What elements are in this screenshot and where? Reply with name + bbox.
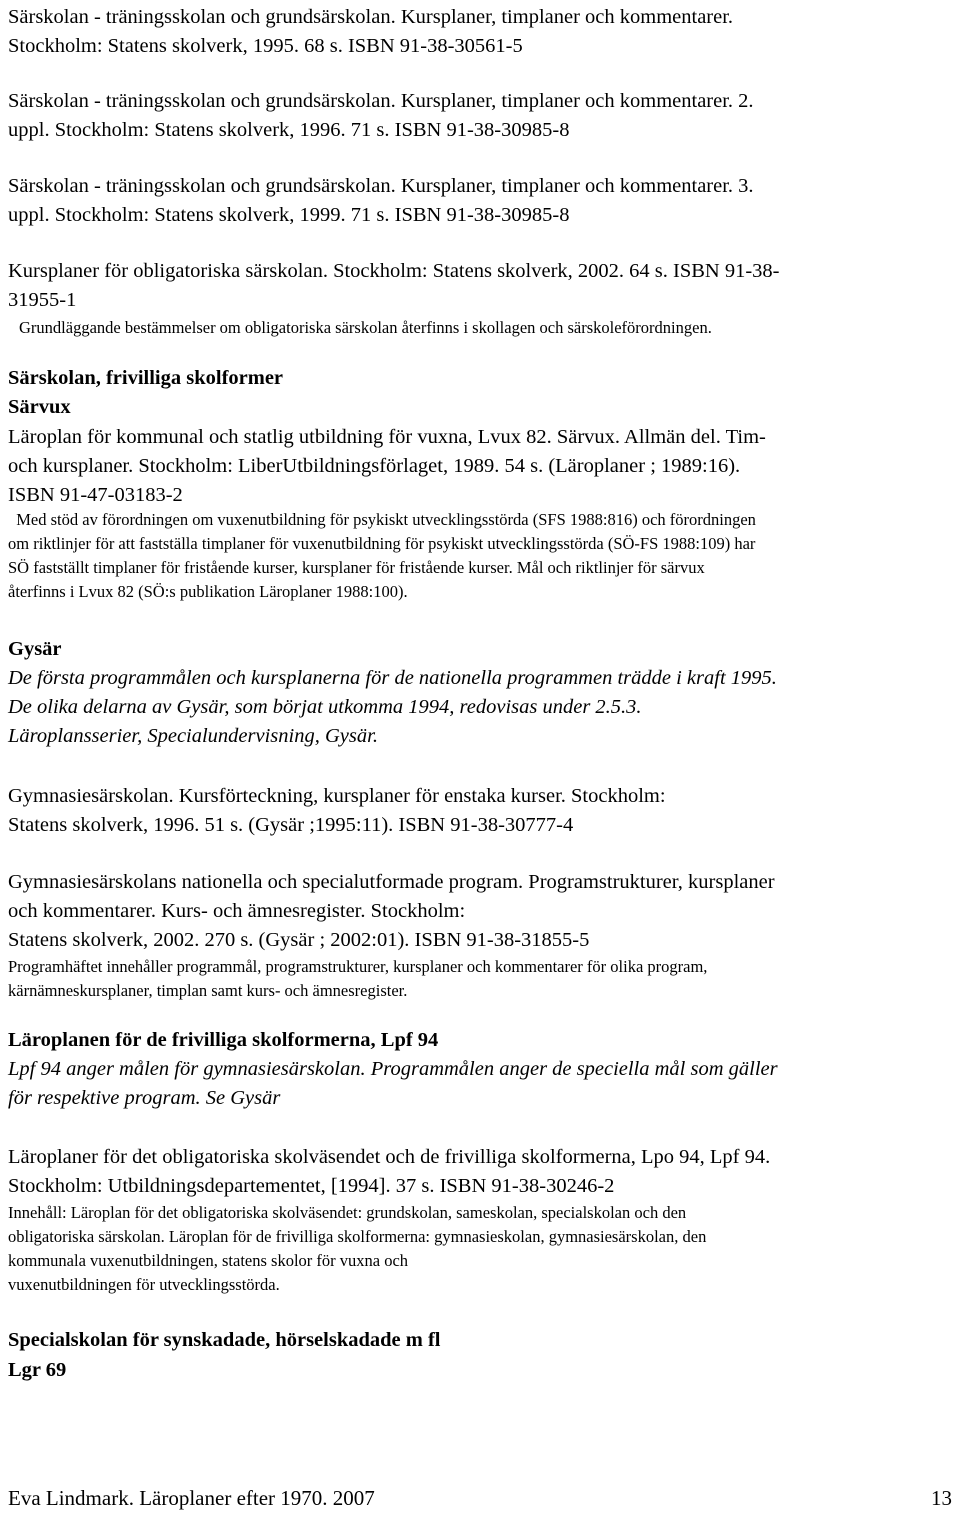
entry-line: Läroplaner för det obligatoriska skolväsendet och de frivilliga skolformerna, Lpo 94, Lpf 94. (8, 1146, 771, 1168)
section-heading: Särskolan, frivilliga skolformer (8, 367, 284, 389)
entry-line: 31955-1 (8, 289, 77, 311)
page-number: 13 (931, 1486, 952, 1510)
italic-line: De olika delarna av Gysär, som börjat utkomma 1994, redovisas under 2.5.3. (8, 696, 642, 718)
entry-line: Särskolan - träningsskolan och grundsärskolan. Kursplaner, timplaner och kommentarer. (8, 6, 734, 28)
entry-line: och kursplaner. Stockholm: LiberUtbildningsförlaget, 1989. 54 s. (Läroplaner ; 1989:16). (8, 455, 741, 477)
note-line: Programhäftet innehåller programmål, programstrukturer, kursplaner och kommentarer för olika program, (8, 957, 708, 976)
entry-line: Gymnasiesärskolan. Kursförteckning, kursplaner för enstaka kurser. Stockholm: (8, 785, 666, 807)
bibliography-entry (8, 782, 956, 840)
bibliography-entry (8, 172, 956, 230)
bibliography-entry (8, 87, 956, 145)
entry-line: Läroplan för kommunal och statlig utbildning för vuxna, Lvux 82. Särvux. Allmän del. Tim- (8, 426, 766, 448)
bibliography-entry (8, 3, 956, 61)
note-line: kärnämneskursplaner, timplan samt kurs- och ämnesregister. (8, 981, 408, 1000)
note-line: kommunala vuxenutbildningen, statens skolor för vuxna och (8, 1251, 409, 1270)
entry-line: Särskolan - träningsskolan och grundsärskolan. Kursplaner, timplaner och kommentarer. 2. (8, 90, 754, 112)
entry-line: Statens skolverk, 2002. 270 s. (Gysär ; 2002:01). ISBN 91-38-31855-5 (8, 929, 590, 951)
page-footer (8, 1485, 952, 1511)
section-subheading: Lgr 69 (8, 1359, 67, 1381)
section-subheading: Särvux (8, 396, 71, 418)
entry-line: Stockholm: Utbildningsdepartementet, [1994]. 37 s. ISBN 91-38-30246-2 (8, 1175, 615, 1197)
note-line: om riktlinjer för att fastställa timplaner för vuxenutbildning för psykiskt utvecklingsstörda (SÖ-FS 1988:109) har (8, 534, 756, 553)
section-heading: Gysär (8, 638, 62, 660)
note-line: vuxenutbildningen för utvecklingsstörda. (8, 1275, 280, 1294)
italic-line: Läroplansserier, Specialundervisning, Gysär. (8, 725, 378, 747)
entry-line: uppl. Stockholm: Statens skolverk, 1996. 71 s. ISBN 91-38-30985-8 (8, 119, 570, 141)
footer-text: Eva Lindmark. Läroplaner efter 1970. 2007 (8, 1486, 375, 1510)
italic-line: för respektive program. Se Gysär (8, 1087, 281, 1109)
bibliography-entry (8, 1143, 956, 1201)
italic-line: Lpf 94 anger målen för gymnasiesärskolan. Programmålen anger de speciella mål som gäller (8, 1058, 778, 1080)
entry-line: Statens skolverk, 1996. 51 s. (Gysär ;1995:11). ISBN 91-38-30777-4 (8, 814, 574, 836)
entry-line: Kursplaner för obligatoriska särskolan. Stockholm: Statens skolverk, 2002. 64 s. ISBN 91-38- (8, 260, 780, 282)
italic-line: De första programmålen och kursplanerna för de nationella programmen trädde i kraft 1995. (8, 667, 777, 689)
bibliography-entry (8, 868, 956, 955)
entry-line: uppl. Stockholm: Statens skolverk, 1999. 71 s. ISBN 91-38-30985-8 (8, 204, 570, 226)
note-line: återfinns i Lvux 82 (SÖ:s publikation Läroplaner 1988:100). (8, 582, 408, 601)
note-line: obligatoriska särskolan. Läroplan för de frivilliga skolformerna: gymnasieskolan, gymnasiesärskolan, den (8, 1227, 707, 1246)
entry-note (8, 508, 956, 604)
bibliography-entry (8, 257, 956, 315)
note-line: Innehåll: Läroplan för det obligatoriska skolväsendet: grundskolan, sameskolan, specialskolan och den (8, 1203, 687, 1222)
section-heading: Läroplanen för de frivilliga skolformerna, Lpf 94 (8, 1029, 439, 1051)
note-line: Med stöd av förordningen om vuxenutbildning för psykiskt utvecklingsstörda (SFS 1988:816) och förordningen (8, 510, 756, 529)
section-description (8, 1055, 956, 1113)
entry-note (8, 955, 956, 1003)
entry-line: och kommentarer. Kurs- och ämnesregister. Stockholm: (8, 900, 466, 922)
entry-line: ISBN 91-47-03183-2 (8, 484, 183, 506)
entry-line: Särskolan - träningsskolan och grundsärskolan. Kursplaner, timplaner och kommentarer. 3. (8, 175, 754, 197)
entry-note (8, 1201, 956, 1297)
entry-line: Stockholm: Statens skolverk, 1995. 68 s. ISBN 91-38-30561-5 (8, 35, 523, 57)
bibliography-entry (8, 423, 956, 510)
note-line: SÖ fastställt timplaner för fristående kurser, kursplaner för fristående kurser. Mål och riktlinjer för särvux (8, 558, 705, 577)
entry-line: Gymnasiesärskolans nationella och specialutformade program. Programstrukturer, kursplaner (8, 871, 775, 893)
section-description (8, 664, 956, 751)
entry-note: Grundläggande bestämmelser om obligatoriska särskolan återfinns i skollagen och särskoleförordningen. (19, 318, 712, 337)
section-heading: Specialskolan för synskadade, hörselskadade m fl (8, 1329, 441, 1351)
